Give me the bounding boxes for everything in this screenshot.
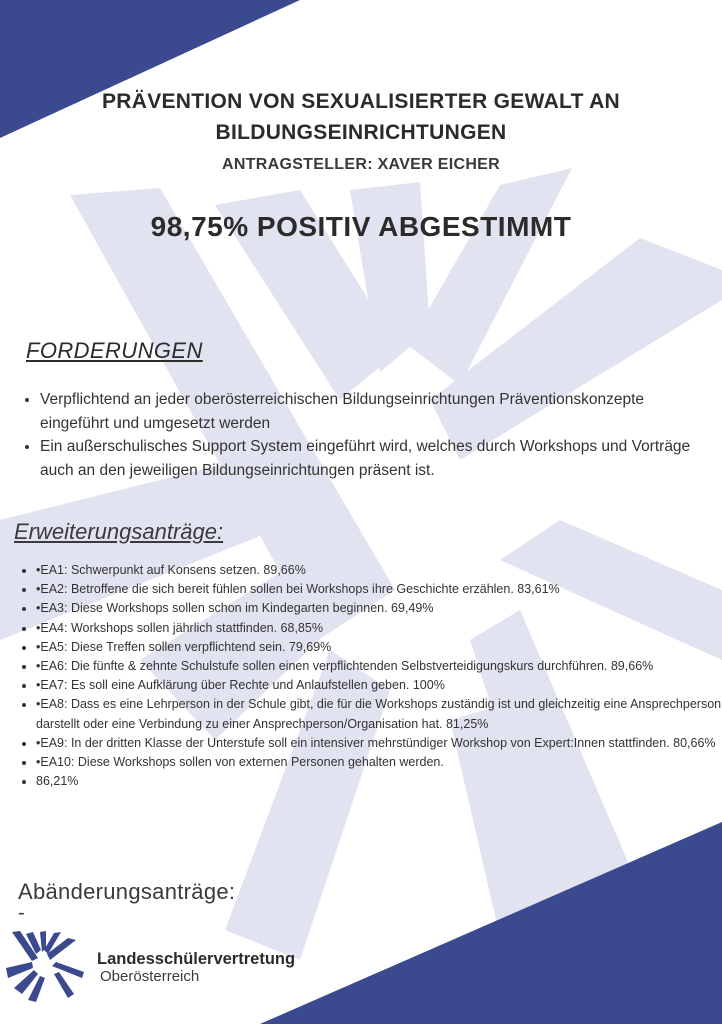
list-item: • •EA9: In der dritten Klasse der Unterstufe soll ein intensiver mehrstündiger Workshop von Expert:Innen stattfinden. 80,66%	[36, 734, 722, 753]
list-item: • •EA10: Diese Workshops sollen von externen Personen gehalten werden.	[36, 753, 722, 772]
list-item: • •EA4: Workshops sollen jährlich stattfinden. 68,85%	[36, 619, 722, 638]
list-item: • •EA1: Schwerpunkt auf Konsens setzen. 89,66%	[36, 561, 722, 580]
list-item: • •EA7: Es soll eine Aufklärung über Rechte und Anlaufstellen geben. 100%	[36, 676, 722, 695]
forderungen-heading: FORDERUNGEN	[26, 338, 203, 363]
page-title: PRÄVENTION VON SEXUALISIERTER GEWALT AN BILDUNGSEINRICHTUNGEN	[101, 90, 621, 144]
applicant-line: ANTRAGSTELLER: XAVER EICHER	[221, 156, 501, 173]
vote-result: 98,75% POSITIV ABGESTIMMT	[150, 211, 572, 242]
list-item: • •EA8: Dass es eine Lehrperson in der Schule gibt, die für die Workshops zuständig ist und gleichzeitig eine Ansprechperson darstellt oder eine Verbindung zu einer Ansprechperson/Organisation hat. 81,25%	[36, 695, 722, 733]
organization-logo-icon	[4, 928, 94, 1002]
erweiterungsantraege-list	[18, 561, 722, 791]
abaenderungsantraege-heading: Abänderungsanträge:	[18, 879, 236, 904]
list-item: • •EA5: Diese Treffen sollen verpflichtend sein. 79,69%	[36, 638, 722, 657]
list-item: • •EA2: Betroffene die sich bereit fühlen sollen bei Workshops ihre Geschichte erzählen. 83,61%	[36, 580, 722, 599]
list-item: • Ein außerschulisches Support System eingeführt wird, welches durch Workshops und Vorträge auch an den jeweiligen Bildungseinrichtungen präsent ist.	[40, 435, 710, 482]
organization-name: Landesschülervertretung	[97, 950, 296, 968]
list-item: • •EA6: Die fünfte & zehnte Schulstufe sollen einen verpflichtenden Selbstverteidigungskurs durchführen. 89,66%	[36, 657, 722, 676]
erweiterungsantraege-heading: Erweiterungsanträge:	[14, 519, 224, 544]
list-item: • 86,21%	[36, 772, 722, 791]
list-item: • •EA3: Diese Workshops sollen schon im Kindegarten beginnen. 69,49%	[36, 599, 722, 618]
forderungen-list	[20, 388, 710, 482]
list-item: • Verpflichtend an jeder oberösterreichischen Bildungseinrichtungen Präventionskonzepte eingeführt und umgesetzt werden	[40, 388, 710, 435]
abaenderungsantraege-value: -	[18, 902, 25, 924]
organization-region: Oberösterreich	[100, 968, 200, 985]
